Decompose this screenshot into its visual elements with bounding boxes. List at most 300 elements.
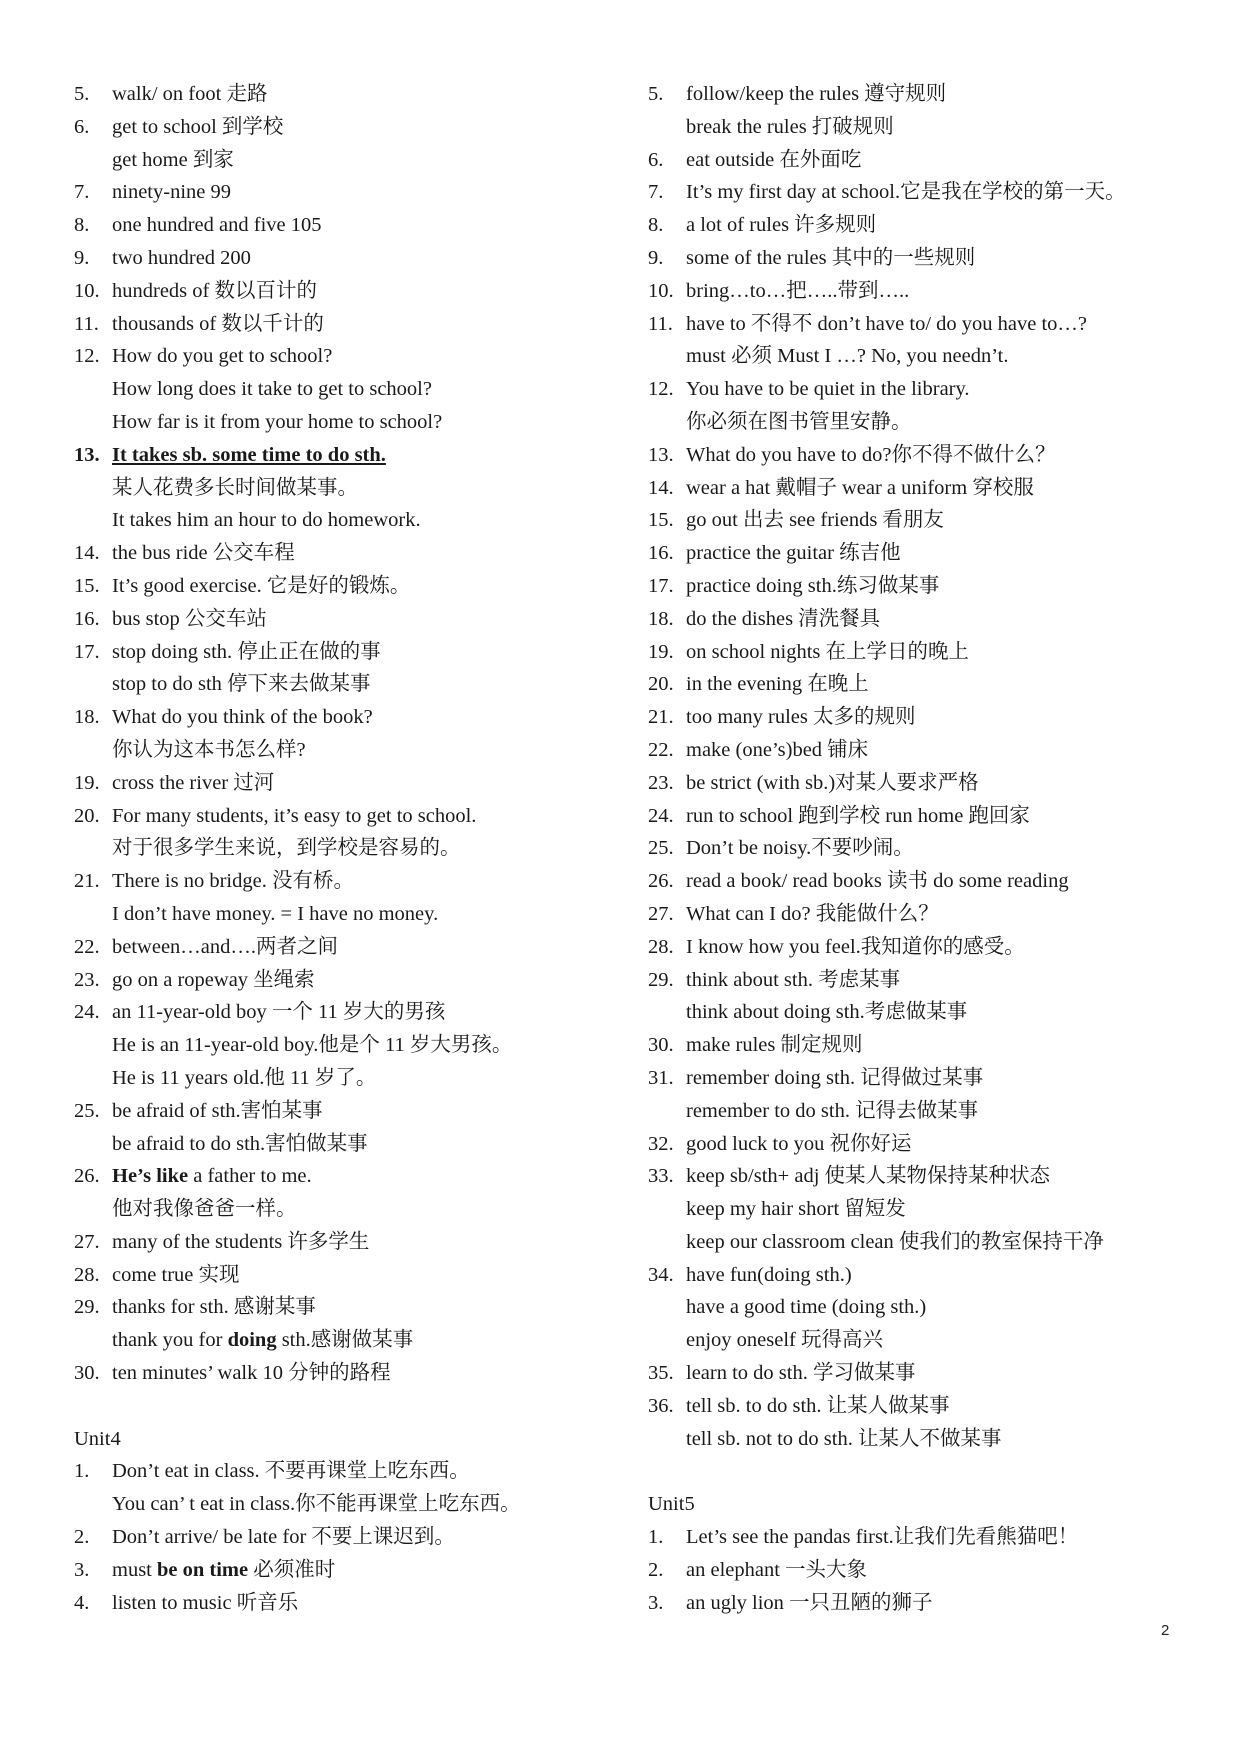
item-text (686, 111, 894, 144)
vocab-item (74, 1259, 614, 1292)
vocab-item-continuation (74, 472, 614, 505)
text-segment: follow/keep the rules 遵守规则 (686, 83, 947, 105)
item-number: 1. (648, 1526, 664, 1549)
vocab-item (648, 1390, 1208, 1423)
item-text (686, 1226, 1104, 1259)
item-text (112, 242, 251, 275)
vocab-item (648, 308, 1208, 341)
item-text (686, 636, 969, 669)
item-number: 5. (74, 83, 90, 105)
item-text (686, 1554, 867, 1587)
emphasized-text: be on time (157, 1558, 249, 1581)
item-text (686, 1357, 915, 1390)
item-text (112, 373, 432, 406)
vocab-item-continuation (74, 1029, 614, 1062)
item-text (112, 898, 438, 931)
text-segment: It takes him an hour to do homework. (112, 509, 421, 532)
item-number: 2. (648, 1558, 664, 1581)
unit-heading-text: Unit5 (648, 1493, 695, 1516)
text-segment: practice the guitar 练吉他 (686, 542, 901, 565)
text-segment: It’s good exercise. 它是好的锻炼。 (112, 574, 411, 597)
item-number: 33. (648, 1165, 674, 1188)
vocab-item (648, 176, 1208, 209)
vocab-item-continuation (648, 111, 1208, 144)
item-number: 3. (648, 1591, 664, 1614)
item-text (686, 570, 939, 603)
item-text (112, 308, 324, 341)
vocab-item (648, 1587, 1208, 1620)
right-column (648, 78, 1208, 1619)
item-number: 14. (648, 476, 674, 499)
item-text (686, 800, 1030, 833)
vocab-item (648, 1521, 1208, 1554)
vocab-item-continuation (648, 406, 1208, 439)
text-segment: remember doing sth. 记得做过某事 (686, 1066, 984, 1089)
item-number: 1. (74, 1460, 90, 1483)
item-text (686, 504, 944, 537)
item-text (112, 1488, 521, 1521)
text-segment: run to school 跑到学校 run home 跑回家 (686, 804, 1030, 827)
item-number: 30. (648, 1034, 674, 1057)
text-segment: For many students, it’s easy to get to school. (112, 804, 477, 827)
vocab-item (648, 636, 1208, 669)
text-segment: think about doing sth.考虑做某事 (686, 1001, 968, 1024)
item-text (686, 1291, 926, 1324)
item-text (686, 701, 915, 734)
vocab-item (648, 603, 1208, 636)
text-segment: Don’t be noisy.不要吵闹。 (686, 837, 914, 860)
vocab-item-continuation (74, 1128, 614, 1161)
text-segment: good luck to you 祝你好运 (686, 1132, 912, 1155)
text-segment: You can’ t eat in class.你不能再课堂上吃东西。 (112, 1493, 521, 1516)
text-segment: make (one’s)bed 铺床 (686, 738, 869, 761)
item-text (112, 570, 410, 603)
item-text (112, 1193, 297, 1226)
text-segment: 你认为这本书怎么样? (112, 738, 306, 761)
item-text (112, 865, 354, 898)
item-text (686, 242, 975, 275)
vocab-item (74, 308, 614, 341)
text-segment: break the rules 打破规则 (686, 115, 894, 138)
item-number: 21. (648, 706, 674, 729)
text-segment: What do you have to do?你不得不做什么？ (686, 443, 1056, 466)
item-text (686, 308, 1087, 341)
text-segment: must (112, 1558, 157, 1581)
text-segment: on school nights 在上学日的晚上 (686, 640, 970, 663)
text-segment: go on a ropeway 坐绳索 (112, 968, 315, 991)
item-number: 23. (74, 968, 100, 991)
vocab-item-continuation (74, 1062, 614, 1095)
item-number: 5. (648, 83, 664, 105)
vocab-item (648, 964, 1208, 997)
text-segment: many of the students 许多学生 (112, 1230, 370, 1253)
vocab-item (648, 209, 1208, 242)
text-segment: bus stop 公交车站 (112, 607, 267, 630)
item-text (686, 996, 967, 1029)
item-text (686, 472, 1034, 505)
text-segment: Let’s see the pandas first.让我们先看熊猫吧！ (686, 1526, 1079, 1549)
item-number: 6. (648, 148, 664, 171)
text-segment: 你必须在图书管里安静。 (686, 410, 912, 433)
text-segment: go out 出去 see friends 看朋友 (686, 509, 944, 532)
vocab-item (648, 1357, 1208, 1390)
item-number: 27. (74, 1230, 100, 1253)
vocab-item (648, 767, 1208, 800)
item-number: 10. (648, 279, 674, 302)
vocab-item (74, 767, 614, 800)
vocab-item-continuation (74, 668, 614, 701)
vocab-item (74, 1095, 614, 1128)
text-segment: thank you for (112, 1329, 228, 1352)
vocab-item (74, 636, 614, 669)
item-text (686, 439, 1056, 472)
vocab-item (648, 78, 1208, 111)
item-number: 2. (74, 1526, 90, 1549)
item-text (112, 406, 442, 439)
text-segment: keep sb/sth+ adj 使某人某物保持某种状态 (686, 1165, 1051, 1188)
item-text (112, 996, 445, 1029)
item-number: 21. (74, 870, 100, 893)
item-number: 18. (74, 706, 100, 729)
item-text (686, 1259, 852, 1292)
vocab-item (648, 832, 1208, 865)
vocab-item (74, 603, 614, 636)
emphasized-text: He’s like (112, 1165, 189, 1188)
item-text (686, 603, 880, 636)
text-segment: a lot of rules 许多规则 (686, 214, 877, 237)
item-number: 20. (74, 804, 100, 827)
vocab-item (74, 1554, 614, 1587)
text-segment: There is no bridge. 没有桥。 (112, 870, 354, 893)
emphasized-text: It takes sb. some time to do sth. (112, 443, 386, 466)
item-number: 3. (74, 1558, 90, 1581)
text-segment: ten minutes’ walk 10 分钟的路程 (112, 1362, 391, 1385)
item-text (686, 144, 861, 177)
item-text (686, 767, 979, 800)
text-segment: 必须准时 (248, 1558, 336, 1581)
text-segment: 他对我像爸爸一样。 (112, 1198, 297, 1221)
item-number: 23. (648, 771, 674, 794)
item-text (686, 1062, 983, 1095)
text-segment: think about sth. 考虑某事 (686, 968, 901, 991)
item-text (112, 144, 234, 177)
vocab-item (74, 242, 614, 275)
vocab-item (648, 1128, 1208, 1161)
item-number: 16. (648, 542, 674, 565)
item-text (686, 931, 1025, 964)
item-text (112, 964, 315, 997)
item-text (112, 1291, 316, 1324)
item-text (686, 1390, 950, 1423)
vocab-item (648, 439, 1208, 472)
text-segment: How do you get to school? (112, 345, 333, 368)
item-text (112, 340, 332, 373)
text-segment: make rules 制定规则 (686, 1034, 863, 1057)
vocab-item (74, 1357, 614, 1390)
text-segment: 某人花费多长时间做某事。 (112, 476, 358, 499)
item-number: 9. (648, 246, 664, 269)
item-number: 36. (648, 1394, 674, 1417)
text-segment: thousands of 数以千计的 (112, 312, 324, 335)
vocab-item (74, 701, 614, 734)
text-segment: tell sb. not to do sth. 让某人不做某事 (686, 1427, 1002, 1450)
text-segment: have to 不得不 don’t have to/ do you have to…? (686, 312, 1088, 335)
item-number: 29. (74, 1296, 100, 1319)
vocab-item-continuation (648, 1095, 1208, 1128)
item-text (112, 636, 381, 669)
item-text (686, 406, 912, 439)
text-segment: an 11-year-old boy 一个 11 岁大的男孩 (112, 1001, 446, 1024)
blank-line (74, 1390, 614, 1423)
vocab-item-continuation (648, 1291, 1208, 1324)
item-text (112, 1587, 298, 1620)
item-number: 14. (74, 542, 100, 565)
item-text (112, 1062, 376, 1095)
item-text (112, 1226, 369, 1259)
item-text (112, 701, 373, 734)
text-segment: read a book/ read books 读书 do some reading (686, 870, 1069, 893)
item-number: 19. (74, 771, 100, 794)
vocab-item-continuation (74, 144, 614, 177)
item-text (112, 931, 338, 964)
unit-heading (74, 1423, 614, 1456)
item-number: 12. (74, 345, 100, 368)
item-text (686, 1160, 1050, 1193)
vocab-item (648, 898, 1208, 931)
item-text (112, 111, 283, 144)
vocab-item (648, 800, 1208, 833)
vocab-item (74, 176, 614, 209)
vocab-item (648, 144, 1208, 177)
item-number: 19. (648, 640, 674, 663)
text-segment: 对于很多学生来说，到学校是容易的。 (112, 837, 461, 860)
text-segment: He is an 11-year-old boy.他是个 11 岁大男孩。 (112, 1034, 513, 1057)
item-text (686, 1521, 1078, 1554)
vocab-item (74, 964, 614, 997)
vocab-item (648, 734, 1208, 767)
text-segment: Don’t eat in class. 不要再课堂上吃东西。 (112, 1460, 470, 1483)
item-number: 18. (648, 607, 674, 630)
item-number: 24. (648, 804, 674, 827)
item-number: 11. (74, 312, 99, 335)
text-segment: learn to do sth. 学习做某事 (686, 1362, 916, 1385)
item-number: 25. (74, 1099, 100, 1122)
vocab-item (648, 931, 1208, 964)
vocab-item (74, 439, 614, 472)
item-text (686, 373, 970, 406)
item-text (112, 832, 461, 865)
text-segment: keep my hair short 留短发 (686, 1198, 906, 1221)
vocab-item (648, 701, 1208, 734)
item-number: 7. (74, 181, 90, 204)
vocab-item (74, 865, 614, 898)
item-text (686, 1095, 978, 1128)
vocab-item (74, 537, 614, 570)
text-segment: You have to be quiet in the library. (686, 378, 970, 401)
emphasized-text: doing (227, 1329, 277, 1352)
vocab-item (648, 1259, 1208, 1292)
text-segment: I know how you feel.我知道你的感受。 (686, 935, 1025, 958)
text-segment: Don’t arrive/ be late for 不要上课迟到。 (112, 1526, 455, 1549)
text-segment: do the dishes 清洗餐具 (686, 607, 881, 630)
text-segment: one hundred and five 105 (112, 214, 322, 237)
item-number: 31. (648, 1066, 674, 1089)
vocab-item-continuation (648, 1423, 1208, 1456)
vocab-item (648, 275, 1208, 308)
item-text (686, 1193, 906, 1226)
vocab-item-continuation (648, 1193, 1208, 1226)
item-number: 25. (648, 837, 674, 860)
unit-heading-text: Unit4 (74, 1427, 121, 1450)
vocab-item (648, 668, 1208, 701)
item-number: 35. (648, 1362, 674, 1385)
item-text (112, 800, 476, 833)
item-number: 6. (74, 115, 90, 138)
text-segment: wear a hat 戴帽子 wear a uniform 穿校服 (686, 476, 1034, 499)
vocab-item-continuation (648, 1324, 1208, 1357)
item-text (686, 668, 869, 701)
vocab-item-continuation (74, 504, 614, 537)
item-text (112, 275, 317, 308)
vocab-item (74, 340, 614, 373)
item-text (686, 78, 946, 111)
item-text (686, 1324, 883, 1357)
text-segment: must 必须 Must I …? No, you needn’t. (686, 345, 1009, 368)
vocab-item-continuation (648, 1226, 1208, 1259)
item-text (112, 176, 231, 209)
item-number: 22. (74, 935, 100, 958)
vocab-item (648, 472, 1208, 505)
vocab-item (648, 1554, 1208, 1587)
item-text (112, 1095, 323, 1128)
vocab-item-continuation (74, 1324, 614, 1357)
left-column (74, 78, 614, 1619)
item-text (112, 1324, 413, 1357)
vocab-item-continuation (74, 406, 614, 439)
item-text (686, 275, 909, 308)
vocab-item-continuation (74, 1193, 614, 1226)
item-number: 11. (648, 312, 673, 335)
item-text (686, 537, 901, 570)
vocab-item (74, 1521, 614, 1554)
item-text (112, 734, 306, 767)
item-number: 7. (648, 181, 664, 204)
text-segment: walk/ on foot 走路 (112, 83, 268, 105)
item-text (112, 1554, 335, 1587)
item-text (112, 209, 322, 242)
vocab-item (648, 373, 1208, 406)
item-text (112, 668, 371, 701)
item-text (112, 1455, 470, 1488)
text-segment: be afraid of sth.害怕某事 (112, 1099, 323, 1122)
vocab-item-continuation (74, 1488, 614, 1521)
text-segment: be strict (with sb.)对某人要求严格 (686, 771, 979, 794)
text-segment: between…and….两者之间 (112, 935, 339, 958)
vocab-item (74, 800, 614, 833)
item-number: 9. (74, 246, 90, 269)
text-segment: listen to music 听音乐 (112, 1591, 299, 1614)
item-text (686, 1128, 912, 1161)
page-number: 2 (1161, 1622, 1170, 1639)
item-text (112, 1029, 512, 1062)
text-segment: two hundred 200 (112, 246, 251, 269)
text-segment: have fun(doing sth.) (686, 1263, 852, 1286)
item-number: 22. (648, 738, 674, 761)
vocab-item-continuation (648, 340, 1208, 373)
item-number: 20. (648, 673, 674, 696)
item-number: 30. (74, 1362, 100, 1385)
item-text (112, 1357, 391, 1390)
text-segment: get home 到家 (112, 148, 234, 171)
item-number: 17. (648, 574, 674, 597)
unit-heading (648, 1488, 1208, 1521)
text-segment: It’s my first day at school.它是我在学校的第一天。 (686, 181, 1126, 204)
item-text (686, 832, 914, 865)
vocab-item (74, 1587, 614, 1620)
item-text (686, 209, 876, 242)
item-number: 17. (74, 640, 100, 663)
text-segment: some of the rules 其中的一些规则 (686, 246, 976, 269)
text-segment: stop doing sth. 停止正在做的事 (112, 640, 381, 663)
vocab-item (74, 1455, 614, 1488)
vocab-item (74, 78, 614, 111)
item-text (686, 898, 939, 931)
item-number: 4. (74, 1591, 90, 1614)
text-segment: How long does it take to get to school? (112, 378, 432, 401)
text-segment: get to school 到学校 (112, 115, 284, 138)
text-segment: keep our classroom clean 使我们的教室保持干净 (686, 1230, 1104, 1253)
item-text (112, 537, 295, 570)
item-number: 26. (74, 1165, 100, 1188)
item-text (686, 340, 1008, 373)
vocab-item-continuation (74, 832, 614, 865)
vocab-item (648, 537, 1208, 570)
vocab-item (648, 1160, 1208, 1193)
vocab-item (648, 570, 1208, 603)
vocab-item (648, 242, 1208, 275)
vocab-item-continuation (74, 898, 614, 931)
text-segment: What do you think of the book? (112, 706, 373, 729)
item-number: 28. (74, 1263, 100, 1286)
item-number: 29. (648, 968, 674, 991)
text-segment: the bus ride 公交车程 (112, 542, 295, 565)
item-number: 8. (74, 214, 90, 237)
vocab-item (74, 996, 614, 1029)
text-segment: enjoy oneself 玩得高兴 (686, 1329, 883, 1352)
item-text (686, 964, 900, 997)
item-text (686, 1029, 863, 1062)
item-text (112, 1128, 368, 1161)
text-segment: practice doing sth.练习做某事 (686, 574, 940, 597)
item-number: 34. (648, 1263, 674, 1286)
text-segment: eat outside 在外面吃 (686, 148, 862, 171)
item-number: 26. (648, 870, 674, 893)
vocab-item (74, 931, 614, 964)
vocab-item-continuation (74, 734, 614, 767)
text-segment: be afraid to do sth.害怕做某事 (112, 1132, 368, 1155)
item-number: 13. (648, 443, 674, 466)
vocab-item (74, 111, 614, 144)
item-text (112, 439, 386, 472)
item-text (112, 1259, 240, 1292)
vocab-item-continuation (74, 373, 614, 406)
text-segment: come true 实现 (112, 1263, 240, 1286)
vocab-item (648, 504, 1208, 537)
item-text (686, 734, 868, 767)
text-segment: remember to do sth. 记得去做某事 (686, 1099, 979, 1122)
item-number: 15. (648, 509, 674, 532)
text-segment: cross the river 过河 (112, 771, 275, 794)
